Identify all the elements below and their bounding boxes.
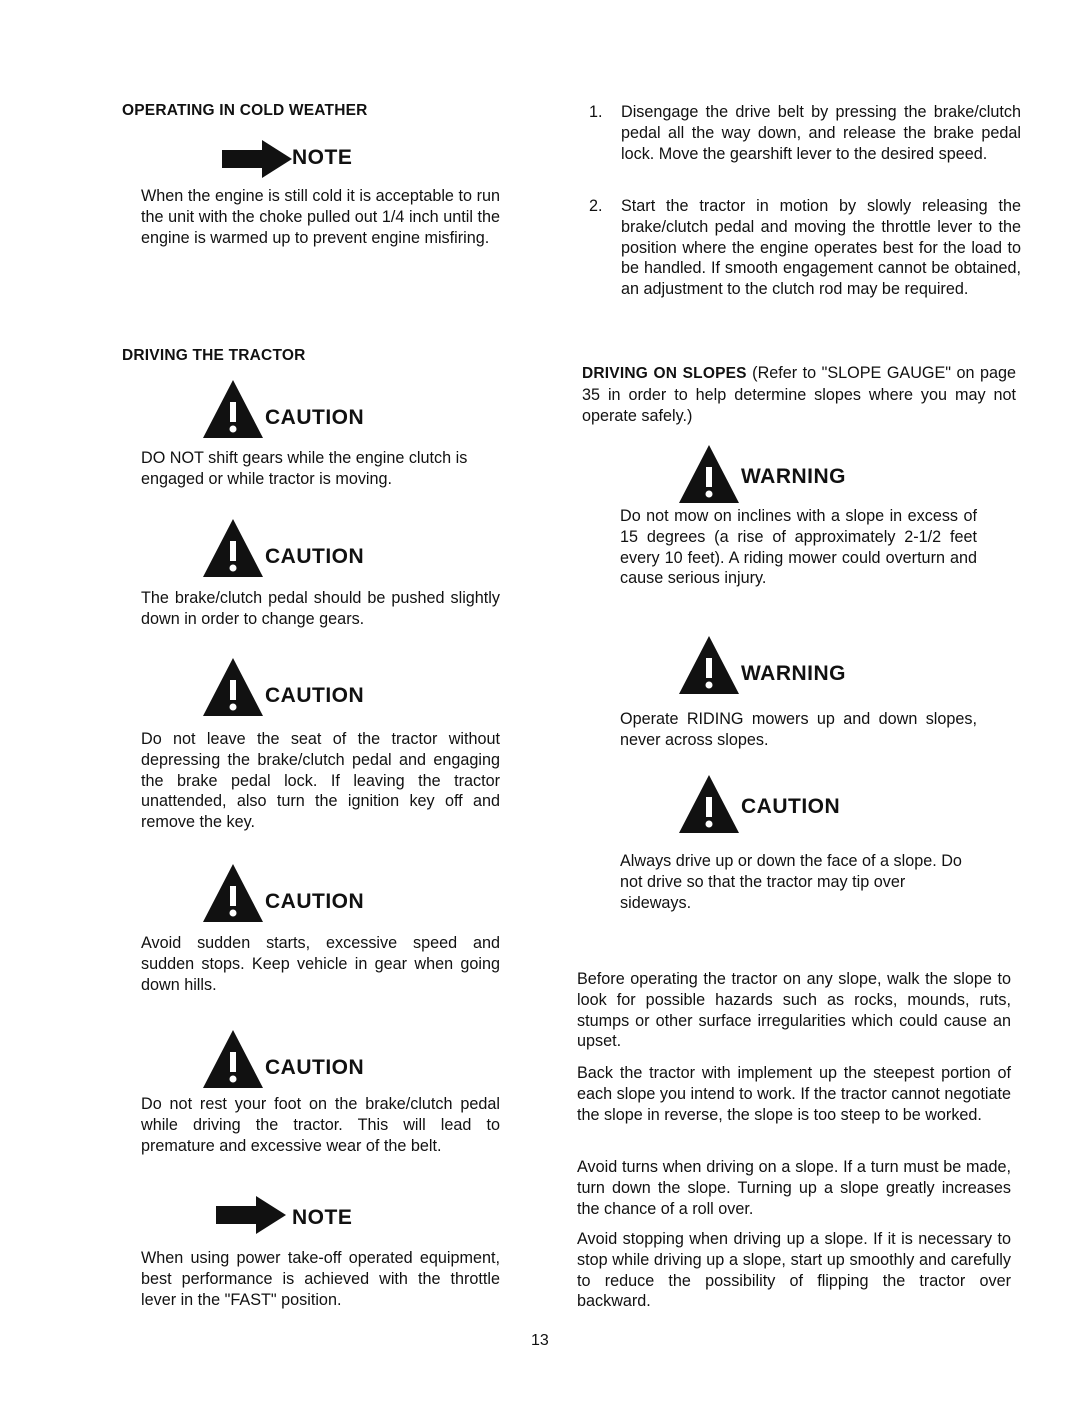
step-text: Start the tractor in motion by slowly releasing the brake/clutch pedal and moving the throttle lever to the position where the engine operates best for the load to be handled. If smooth engagement cannot be obtained, an adjustment to the clutch rod may be required. [621,197,1021,299]
caution-text-5: Do not rest your foot on the brake/clutch pedal while driving the tractor. This will lead to premature and excessive wear of the belt. [141,1095,500,1155]
slopes-heading: DRIVING ON SLOPES [582,365,747,382]
note-label: NOTE [292,1206,353,1229]
warning-callout-1 [677,443,897,505]
caution-label: CAUTION [265,1056,365,1079]
warning-triangle-icon [201,517,265,579]
warning-triangle-icon [201,378,265,440]
slopes-intro-text: (Refer to "SLOPE GAUGE" on page 35 in order to help determine slopes where you may not operate safely.) [582,364,1017,425]
warning-text-1: Do not mow on inclines with a slope in excess of 15 degrees (a rise of approximately 2-1/2 feet every 10 feet). A riding mower could overturn and cause serious injury. [620,507,977,588]
slopes-intro [582,363,1016,426]
page-number: 13 [531,1332,549,1349]
warning-label: WARNING [741,662,846,685]
caution-label: CAUTION [741,795,841,818]
caution-callout-4 [201,862,401,924]
warning-callout-2 [677,634,897,696]
warning-triangle-icon [677,773,741,835]
slope-paragraph-2: Back the tractor with implement up the steepest portion of each slope you intend to work. If the tractor cannot negotiate the slope in reverse, the slope is too steep to be worked. [577,1064,1011,1124]
slope-paragraph-1: Before operating the tractor on any slope, walk the slope to look for possible hazards such as rocks, mounds, ruts, stumps or other surface irregularities which could cause an upset. [577,970,1011,1051]
arrow-icon [222,140,292,178]
caution-label: CAUTION [265,684,365,707]
cold-weather-heading: OPERATING IN COLD WEATHER [122,102,368,119]
slope-paragraph-4: Avoid stopping when driving up a slope. If it is necessary to stop while driving up a slope, start up smoothly and carefully to reduce the possibility of flipping the tractor over backward. [577,1230,1011,1311]
note-callout-2 [216,1196,376,1240]
caution-text-4: Avoid sudden starts, excessive speed and sudden stops. Keep vehicle in gear when going down hills. [141,934,500,994]
caution-text-2: The brake/clutch pedal should be pushed slightly down in order to change gears. [141,589,500,628]
driving-heading: DRIVING THE TRACTOR [122,347,306,364]
caution-callout-2 [201,517,401,579]
caution-callout-6 [677,773,897,835]
step-number: 2. [589,197,603,215]
note-callout-1 [222,140,382,184]
caution-text-3: Do not leave the seat of the tractor without depressing the brake/clutch pedal and engaging the brake pedal lock. If leaving the tractor unattended, also turn the ignition key off and remove the key. [141,730,500,832]
cold-weather-text: When the engine is still cold it is acceptable to run the unit with the choke pulled out 1/4 inch until the engine is warmed up to prevent engine misfiring. [141,187,500,247]
arrow-icon [216,1196,286,1234]
caution-callout-3 [201,656,401,718]
slope-paragraph-3: Avoid turns when driving on a slope. If a turn must be made, turn down the slope. Turning up a slope greatly increases the chance of a roll over. [577,1158,1011,1218]
warning-text-2: Operate RIDING mowers up and down slopes, never across slopes. [620,710,977,749]
step-text: Disengage the drive belt by pressing the brake/clutch pedal all the way down, and release the brake pedal lock. Move the gearshift lever to the desired speed. [621,103,1021,163]
caution-label: CAUTION [265,545,365,568]
note-text-2: When using power take-off operated equipment, best performance is achieved with the throttle lever in the "FAST" position. [141,1249,500,1309]
warning-triangle-icon [677,443,741,505]
caution-text-6: Always drive up or down the face of a slope. Do not drive so that the tractor may tip over sideways. [620,852,962,912]
warning-label: WARNING [741,465,846,488]
step-number: 1. [589,103,603,121]
warning-triangle-icon [201,1028,265,1090]
caution-callout-5 [201,1028,401,1090]
warning-triangle-icon [677,634,741,696]
note-label: NOTE [292,146,353,169]
warning-triangle-icon [201,656,265,718]
caution-text-1: DO NOT shift gears while the engine clutch is engaged or while tractor is moving. [141,449,468,488]
caution-label: CAUTION [265,890,365,913]
warning-triangle-icon [201,862,265,924]
caution-label: CAUTION [265,406,365,429]
caution-callout-1 [201,378,401,440]
